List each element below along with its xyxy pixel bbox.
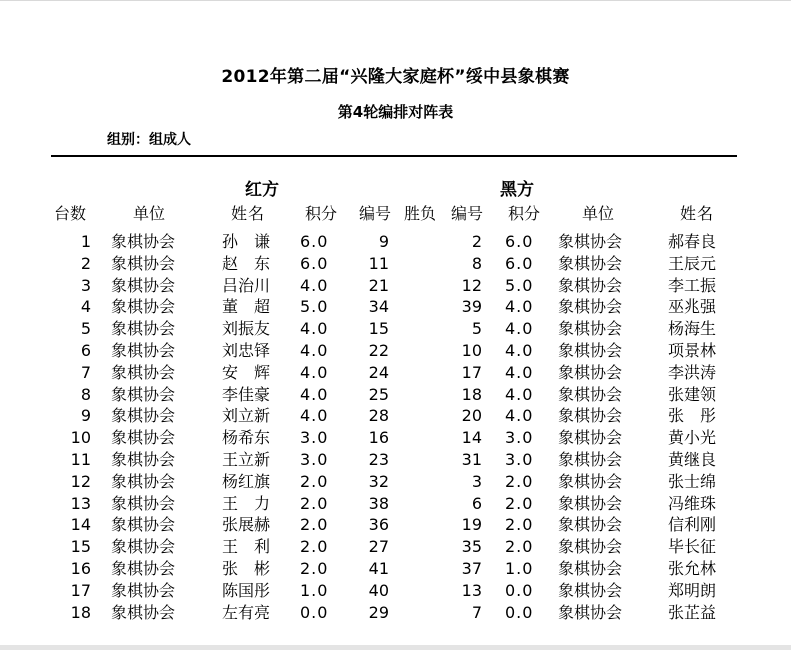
cell-name-red: 左有亮 [222,602,271,622]
cell-name-black: 毕长征 [668,537,717,557]
cell-score-red: 6.0 [300,232,329,251]
cell-unit-red: 象棋协会 [111,341,176,360]
cell-unit-black: 象棋协会 [558,406,623,426]
cell-unit-red: 象棋协会 [111,275,176,295]
cell-number-red: 32 [368,471,389,491]
table-row [0,558,791,580]
red-side-label: 红方 [245,180,279,200]
cell-score-black: 0.0 [505,602,534,622]
cell-board: 17 [70,580,91,600]
cell-number-black: 18 [461,384,482,404]
cell-name-red: 刘立新 [222,406,271,426]
cell-score-red: 2.0 [300,559,329,578]
cell-name-red: 杨红旗 [222,471,271,491]
cell-name-red: 刘忠铎 [222,341,271,360]
cell-number-red: 24 [368,362,389,382]
cell-board: 6 [80,341,91,360]
cell-board: 14 [70,515,91,535]
cell-board: 8 [80,384,91,404]
cell-unit-red: 象棋协会 [111,537,176,557]
cell-unit-black: 象棋协会 [558,580,623,600]
table-row [0,253,791,275]
cell-number-black: 2 [471,232,482,251]
cell-unit-black: 象棋协会 [558,384,623,404]
cell-name-black: 张允林 [668,559,717,578]
cell-score-red: 4.0 [300,275,329,295]
cell-name-black: 冯维珠 [668,493,717,513]
cell-unit-red: 象棋协会 [111,319,176,339]
cell-name-black: 郑明朗 [668,580,717,600]
cell-score-red: 4.0 [300,384,329,404]
cell-number-black: 3 [471,471,482,491]
cell-number-black: 37 [461,559,482,578]
cell-name-red: 赵 东 [222,253,271,273]
cell-unit-black: 象棋协会 [558,602,623,622]
cell-name-black: 信利刚 [668,515,717,535]
cell-unit-black: 象棋协会 [558,428,623,448]
table-row [0,318,791,340]
cell-unit-black: 象棋协会 [558,559,623,578]
header-unit-red: 单位 [132,204,165,223]
cell-board: 3 [80,275,91,295]
cell-number-red: 34 [368,297,389,317]
cell-number-red: 25 [368,384,389,404]
cell-number-black: 35 [461,537,482,557]
table-row [0,405,791,427]
cell-number-black: 14 [461,428,482,448]
cell-unit-red: 象棋协会 [111,297,176,317]
cell-unit-red: 象棋协会 [111,450,176,469]
cell-number-red: 28 [368,406,389,426]
table-row [0,362,791,384]
cell-name-red: 吕治川 [222,275,271,295]
cell-score-black: 2.0 [505,515,534,535]
cell-name-black: 巫兆强 [668,297,717,317]
bottom-border [0,645,791,650]
cell-board: 2 [80,253,91,273]
cell-number-red: 22 [368,341,389,360]
cell-board: 1 [80,232,91,251]
cell-unit-red: 象棋协会 [111,428,176,448]
cell-board: 11 [70,450,91,469]
cell-number-black: 6 [471,493,482,513]
cell-name-black: 杨海生 [668,319,717,339]
cell-board: 13 [70,493,91,513]
cell-name-red: 刘振友 [222,319,271,339]
cell-unit-red: 象棋协会 [111,580,176,600]
cell-name-black: 郝春良 [668,232,717,251]
cell-board: 16 [70,559,91,578]
cell-number-red: 15 [368,319,389,339]
header-name-black: 姓名 [679,204,714,223]
cell-board: 15 [70,537,91,557]
cell-number-black: 13 [461,580,482,600]
table-row [0,384,791,406]
cell-score-black: 3.0 [505,450,534,469]
cell-number-red: 41 [368,559,389,578]
cell-number-red: 23 [368,450,389,469]
cell-number-red: 29 [368,602,389,622]
table-row [0,275,791,297]
group-label: 组别：组成人 [107,132,191,148]
cell-number-black: 12 [461,275,482,295]
header-result: 胜负 [403,204,436,223]
cell-score-black: 3.0 [505,428,534,448]
black-side-label: 黑方 [500,180,534,200]
cell-board: 9 [80,406,91,426]
cell-name-red: 杨希东 [222,428,271,448]
cell-name-black: 张 彤 [668,406,717,426]
cell-score-black: 4.0 [505,319,534,339]
cell-unit-red: 象棋协会 [111,559,176,578]
cell-number-red: 38 [368,493,389,513]
cell-unit-red: 象棋协会 [111,493,176,513]
cell-name-red: 王 利 [222,537,271,557]
cell-score-red: 5.0 [300,297,329,317]
table-row [0,340,791,362]
cell-score-red: 4.0 [300,362,329,382]
document-subtitle: 第4轮编排对阵表 [337,103,454,121]
cell-unit-red: 象棋协会 [111,384,176,404]
cell-unit-red: 象棋协会 [111,602,176,622]
cell-name-black: 黄小光 [668,428,717,448]
cell-name-black: 李洪涛 [668,362,717,382]
cell-name-black: 张建领 [668,384,717,404]
cell-unit-black: 象棋协会 [558,493,623,513]
cell-score-black: 4.0 [505,341,534,360]
cell-unit-black: 象棋协会 [558,362,623,382]
cell-number-black: 8 [471,253,482,273]
cell-board: 7 [80,362,91,382]
cell-number-black: 39 [461,297,482,317]
cell-score-red: 2.0 [300,493,329,513]
cell-name-black: 黄继良 [668,450,717,469]
cell-number-black: 17 [461,362,482,382]
cell-unit-red: 象棋协会 [111,471,176,491]
cell-unit-black: 象棋协会 [558,537,623,557]
table-row [0,514,791,536]
cell-name-black: 项景林 [668,341,717,360]
cell-score-red: 2.0 [300,471,329,491]
cell-number-black: 10 [461,341,482,360]
table-row [0,449,791,471]
cell-unit-red: 象棋协会 [111,515,176,535]
cell-unit-red: 象棋协会 [111,232,176,251]
cell-score-red: 3.0 [300,428,329,448]
cell-score-black: 6.0 [505,253,534,273]
cell-number-black: 19 [461,515,482,535]
table-row [0,536,791,558]
cell-number-red: 27 [368,537,389,557]
cell-score-black: 0.0 [505,580,534,600]
cell-score-black: 1.0 [505,559,534,578]
table-row [0,427,791,449]
cell-score-red: 2.0 [300,515,329,535]
cell-name-red: 安 辉 [222,362,271,382]
cell-score-black: 4.0 [505,406,534,426]
cell-unit-black: 象棋协会 [558,450,623,469]
cell-score-black: 5.0 [505,275,534,295]
cell-name-red: 董 超 [222,297,271,317]
cell-board: 10 [70,428,91,448]
cell-unit-black: 象棋协会 [558,232,623,251]
cell-number-red: 21 [368,275,389,295]
cell-unit-red: 象棋协会 [111,253,176,273]
cell-score-black: 2.0 [505,537,534,557]
cell-number-black: 20 [461,406,482,426]
cell-number-red: 40 [368,580,389,600]
header-score-red: 积分 [304,204,337,223]
cell-score-black: 6.0 [505,232,534,251]
cell-score-red: 2.0 [300,537,329,557]
cell-score-black: 2.0 [505,471,534,491]
cell-name-black: 王辰元 [668,253,717,273]
cell-score-black: 4.0 [505,384,534,404]
cell-score-red: 1.0 [300,580,329,600]
cell-number-black: 5 [471,319,482,339]
header-divider [51,155,737,157]
cell-score-red: 4.0 [300,319,329,339]
cell-board: 12 [70,471,91,491]
table-row [0,296,791,318]
cell-unit-red: 象棋协会 [111,362,176,382]
cell-score-black: 4.0 [505,362,534,382]
cell-unit-black: 象棋协会 [558,341,623,360]
cell-number-red: 16 [368,428,389,448]
cell-score-black: 4.0 [505,297,534,317]
header-number-red: 编号 [358,204,391,223]
cell-number-red: 36 [368,515,389,535]
cell-board: 4 [80,297,91,317]
cell-name-black: 张芷益 [668,602,717,622]
cell-unit-black: 象棋协会 [558,319,623,339]
table-header-row [0,203,791,225]
cell-number-black: 7 [471,602,482,622]
cell-unit-red: 象棋协会 [111,406,176,426]
cell-name-black: 李工振 [668,275,717,295]
table-row [0,580,791,602]
cell-score-red: 6.0 [300,253,329,273]
header-number-black: 编号 [450,204,483,223]
table-row [0,602,791,624]
header-unit-black: 单位 [581,204,614,223]
cell-score-red: 3.0 [300,450,329,469]
table-row [0,493,791,515]
cell-number-red: 9 [378,232,389,251]
cell-score-red: 0.0 [300,602,329,622]
table-row [0,231,791,253]
cell-number-red: 11 [368,253,389,273]
top-border [0,0,791,1]
cell-name-red: 张 彬 [222,559,271,578]
cell-unit-black: 象棋协会 [558,515,623,535]
cell-unit-black: 象棋协会 [558,297,623,317]
cell-name-red: 王立新 [222,450,271,469]
cell-name-red: 李佳豪 [222,384,271,404]
table-row [0,471,791,493]
header-score-black: 积分 [507,204,540,223]
cell-unit-black: 象棋协会 [558,275,623,295]
cell-unit-black: 象棋协会 [558,253,623,273]
cell-score-black: 2.0 [505,493,534,513]
cell-score-red: 4.0 [300,341,329,360]
cell-board: 5 [80,319,91,339]
cell-unit-black: 象棋协会 [558,471,623,491]
cell-name-red: 陈国彤 [222,580,271,600]
cell-name-red: 王 力 [222,493,271,513]
cell-name-red: 孙 谦 [222,232,271,251]
cell-name-black: 张士绵 [668,471,717,491]
cell-name-red: 张展赫 [222,515,271,535]
cell-score-red: 4.0 [300,406,329,426]
header-board: 台数 [53,204,86,223]
header-name-red: 姓名 [230,204,265,223]
cell-number-black: 31 [461,450,482,469]
document-title: 2012年第二届“兴隆大家庭杯”绥中县象棋赛 [221,67,570,87]
cell-board: 18 [70,602,91,622]
